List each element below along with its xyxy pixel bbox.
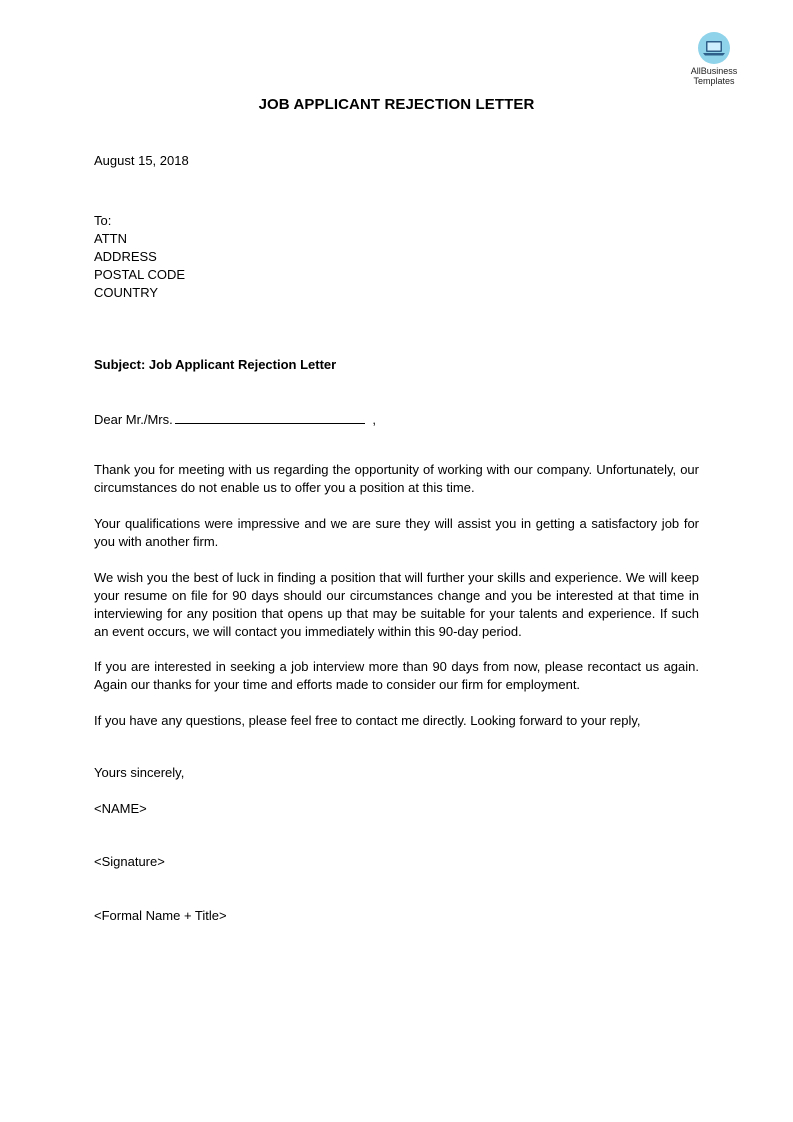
salutation	[94, 410, 376, 429]
sender-formal-name: <Formal Name + Title>	[94, 908, 227, 923]
address-postal: POSTAL CODE	[94, 267, 186, 282]
address-to: To:	[94, 213, 112, 228]
paragraph-4: If you are interested in seeking a job interview more than 90 days from now, please recontact us again. Again our thanks for your time and efforts made to consider our firm for employment.	[94, 659, 699, 692]
letter-subject: Subject: Job Applicant Rejection Letter	[94, 357, 337, 372]
sender-signature: <Signature>	[94, 854, 165, 869]
laptop-icon	[698, 32, 730, 64]
letter-title: JOB APPLICANT REJECTION LETTER	[258, 96, 535, 113]
logo	[682, 32, 746, 86]
paragraph-5: If you have any questions, please feel free to contact me directly. Looking forward to your reply,	[94, 713, 641, 728]
paragraph-2: Your qualifications were impressive and we are sure they will assist you in getting a satisfactory job for you with another firm.	[94, 516, 699, 549]
paragraph-1: Thank you for meeting with us regarding the opportunity of working with our company. Unfortunately, our circumstances do not enable us to offer you a position at this time.	[94, 462, 699, 495]
recipient-name-blank	[175, 410, 365, 424]
address-country: COUNTRY	[94, 285, 159, 300]
logo-text	[682, 66, 746, 86]
address-attn: ATTN	[94, 231, 127, 246]
logo-line-1: AllBusiness	[690, 66, 738, 76]
sender-name: <NAME>	[94, 801, 147, 816]
closing: Yours sincerely,	[94, 765, 185, 780]
letter-date: August 15, 2018	[94, 153, 189, 168]
logo-line-2: Templates	[693, 76, 735, 86]
logo-badge	[698, 32, 730, 64]
paragraph-3: We wish you the best of luck in finding a position that will further your skills and experience. We will keep your resume on file for 90 days should our circumstances change and you be interested at that time in interviewing for any position that opens up that may be suitable for your talents and experience. If such an event occurs, we will contact you immediately within this 90-day period.	[94, 570, 699, 639]
address-line: ADDRESS	[94, 249, 157, 264]
salutation-suffix: ,	[372, 412, 376, 427]
salutation-prefix: Dear Mr./Mrs.	[94, 412, 173, 427]
